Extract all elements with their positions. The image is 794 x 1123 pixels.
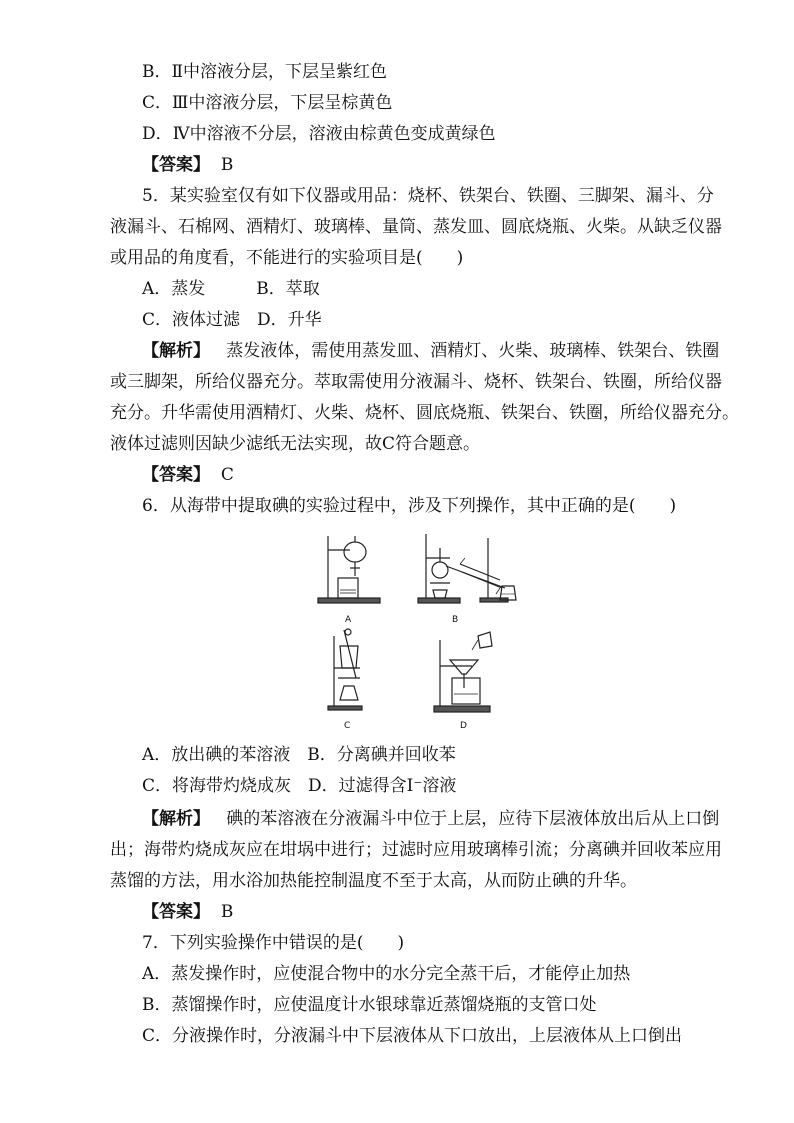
q6-answer: [142, 902, 794, 922]
q7-option-a: A．蒸发操作时，应使混合物中的水分完全蒸干后，才能停止加热: [142, 964, 631, 984]
answer-value: B: [220, 902, 234, 922]
q5-stem-line3: 或用品的角度看，不能进行的实验项目是( ): [110, 248, 464, 268]
q7-option-b: B．蒸馏操作时，应使温度计水银球靠近蒸馏烧瓶的支管口处: [142, 995, 597, 1015]
q5-analysis-line4: 液体过滤则因缺少滤纸无法实现，故C符合题意。: [110, 434, 481, 454]
q4-answer: [142, 155, 794, 175]
figure-label-d: D: [460, 721, 467, 731]
q6-options-ab: A．放出碘的苯溶液 B．分离碘并回收苯: [142, 745, 456, 765]
q5-answer: [142, 465, 794, 485]
q7-stem: 7．下列实验操作中错误的是( ): [142, 933, 405, 953]
figure-d-filtration: [434, 632, 492, 731]
q5-stem-line1: 5．某实验室仅有如下仪器或用品：烧杯、铁架台、铁圈、三脚架、漏斗、分: [142, 186, 714, 206]
figure-a-separatory-funnel: [318, 536, 380, 625]
analysis-text: 蒸发液体，需使用蒸发皿、酒精灯、火柴、玻璃棒、铁架台、铁圈: [226, 341, 720, 361]
q6-options-cd: C．将海带灼烧成灰 D．过滤得含I⁻溶液: [142, 776, 457, 796]
figure-label-a: A: [345, 615, 352, 625]
q5-options-cd: C．液体过滤 D．升华: [142, 310, 322, 330]
q6-analysis-line1: [142, 809, 794, 829]
q4-option-b: B．Ⅱ中溶液分层，下层呈紫红色: [142, 62, 388, 82]
answer-tag: 【答案】: [142, 465, 210, 485]
figure-c-burning: [328, 629, 362, 731]
q4-option-d: D．Ⅳ中溶液不分层，溶液由棕黄色变成黄绿色: [142, 124, 496, 144]
q5-analysis-line2: 或三脚架，所给仪器充分。萃取需使用分液漏斗、烧杯、铁架台、铁圈，所给仪器: [110, 372, 722, 392]
q6-analysis-line2: 出；海带灼烧成灰应在坩埚中进行；过滤时应用玻璃棒引流；分离碘并回收苯应用: [110, 840, 722, 860]
answer-tag: 【答案】: [142, 902, 210, 922]
figure-b-distillation: [418, 534, 516, 625]
answer-tag: 【答案】: [142, 155, 210, 175]
figure-label-c: C: [344, 721, 351, 731]
q6-apparatus-figures: [300, 528, 560, 738]
analysis-tag: 【解析】: [142, 809, 210, 829]
q4-option-c: C．Ⅲ中溶液分层，下层呈棕黄色: [142, 93, 393, 113]
analysis-tag: 【解析】: [142, 341, 210, 361]
q7-option-c: C．分液操作时，分液漏斗中下层液体从下口放出，上层液体从上口倒出: [142, 1026, 683, 1046]
figure-label-b: B: [452, 615, 459, 625]
analysis-text: 碘的苯溶液在分液漏斗中位于上层，应待下层液体放出后从上口倒: [226, 809, 720, 829]
q6-stem: 6．从海带中提取碘的实验过程中，涉及下列操作，其中正确的是( ): [142, 496, 677, 516]
q5-analysis-line3: 充分。升华需使用酒精灯、火柴、烧杯、圆底烧瓶、铁架台、铁圈，所给仪器充分。: [110, 403, 739, 423]
q5-options-ab: A．蒸发 B．萃取: [142, 279, 320, 299]
q5-stem-line2: 液漏斗、石棉网、酒精灯、玻璃棒、量筒、蒸发皿、圆底烧瓶、火柴。从缺乏仪器: [110, 217, 722, 237]
q5-analysis-line1: [142, 341, 794, 361]
q6-analysis-line3: 蒸馏的方法，用水浴加热能控制温度不至于太高，从而防止碘的升华。: [110, 871, 637, 891]
answer-value: C: [220, 465, 234, 485]
answer-value: B: [220, 155, 234, 175]
